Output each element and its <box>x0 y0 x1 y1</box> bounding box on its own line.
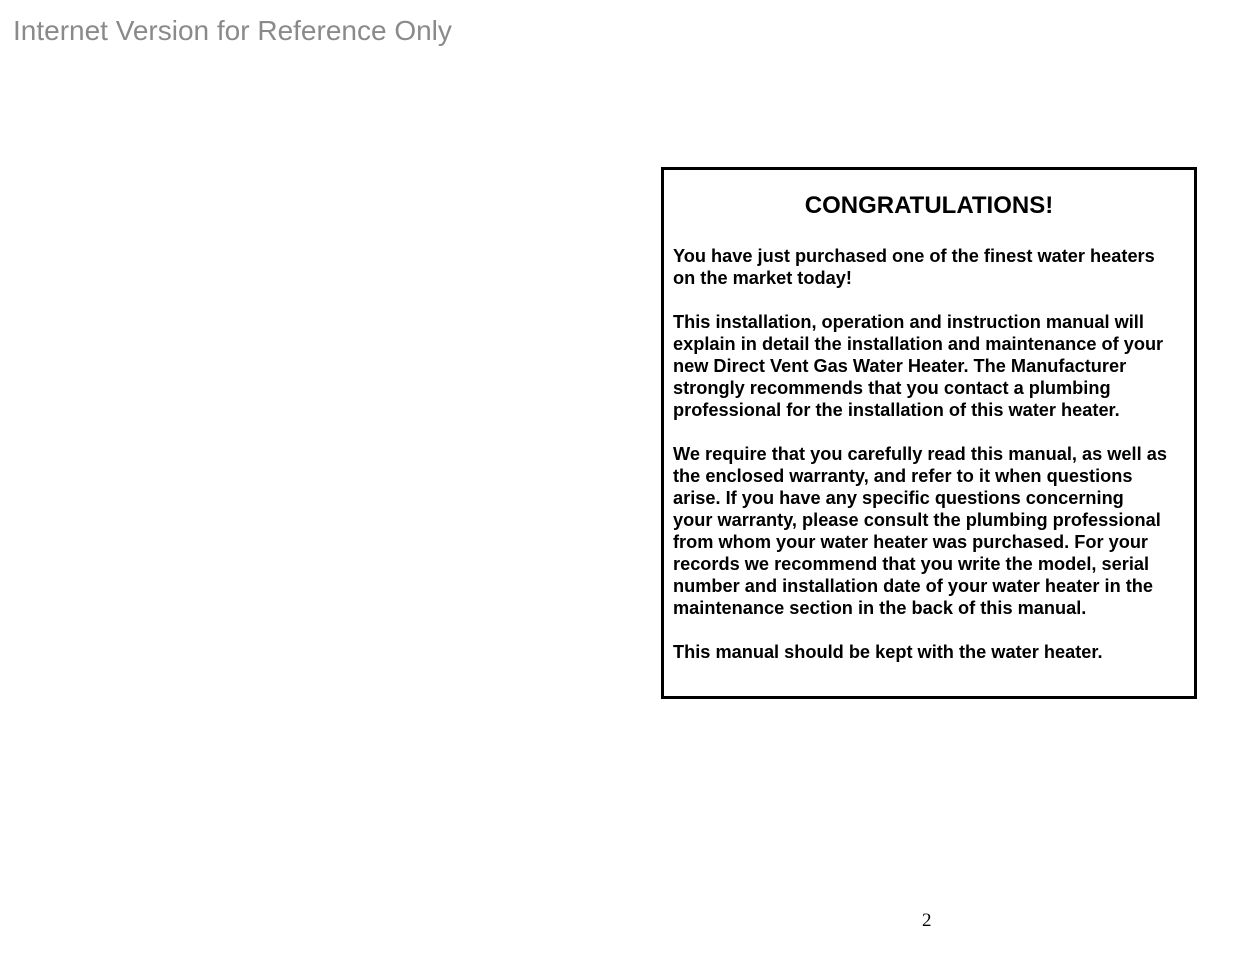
notice-paragraph-purchase: You have just purchased one of the finest water heaters on the market today! <box>673 246 1155 288</box>
page-number: 2 <box>922 910 932 931</box>
notice-title: CONGRATULATIONS! <box>804 192 1054 219</box>
notice-paragraph-manual-purpose: This installation, operation and instruction manual will explain in detail the installation and maintenance of your new Direct Vent Gas Water Heater. The Manufacturer strongly recommends that you contact a plumbing professional for the installation of this water heater. <box>673 312 1164 420</box>
reference-watermark: Internet Version for Reference Only <box>13 15 452 46</box>
notice-paragraph-read-warranty: We require that you carefully read this manual, as well as the enclosed warranty, and refer to it when questions arise. If you have any specific questions concerning your warranty, please consult the plumbing professional from whom your water heater was purchased. For your records we recommend that you write the model, serial number and installation date of your water heater in the maintenance section in the back of this manual. <box>673 444 1167 618</box>
congratulations-notice-box <box>661 167 1197 699</box>
notice-paragraph-keep-manual: This manual should be kept with the water heater. <box>673 642 1103 662</box>
